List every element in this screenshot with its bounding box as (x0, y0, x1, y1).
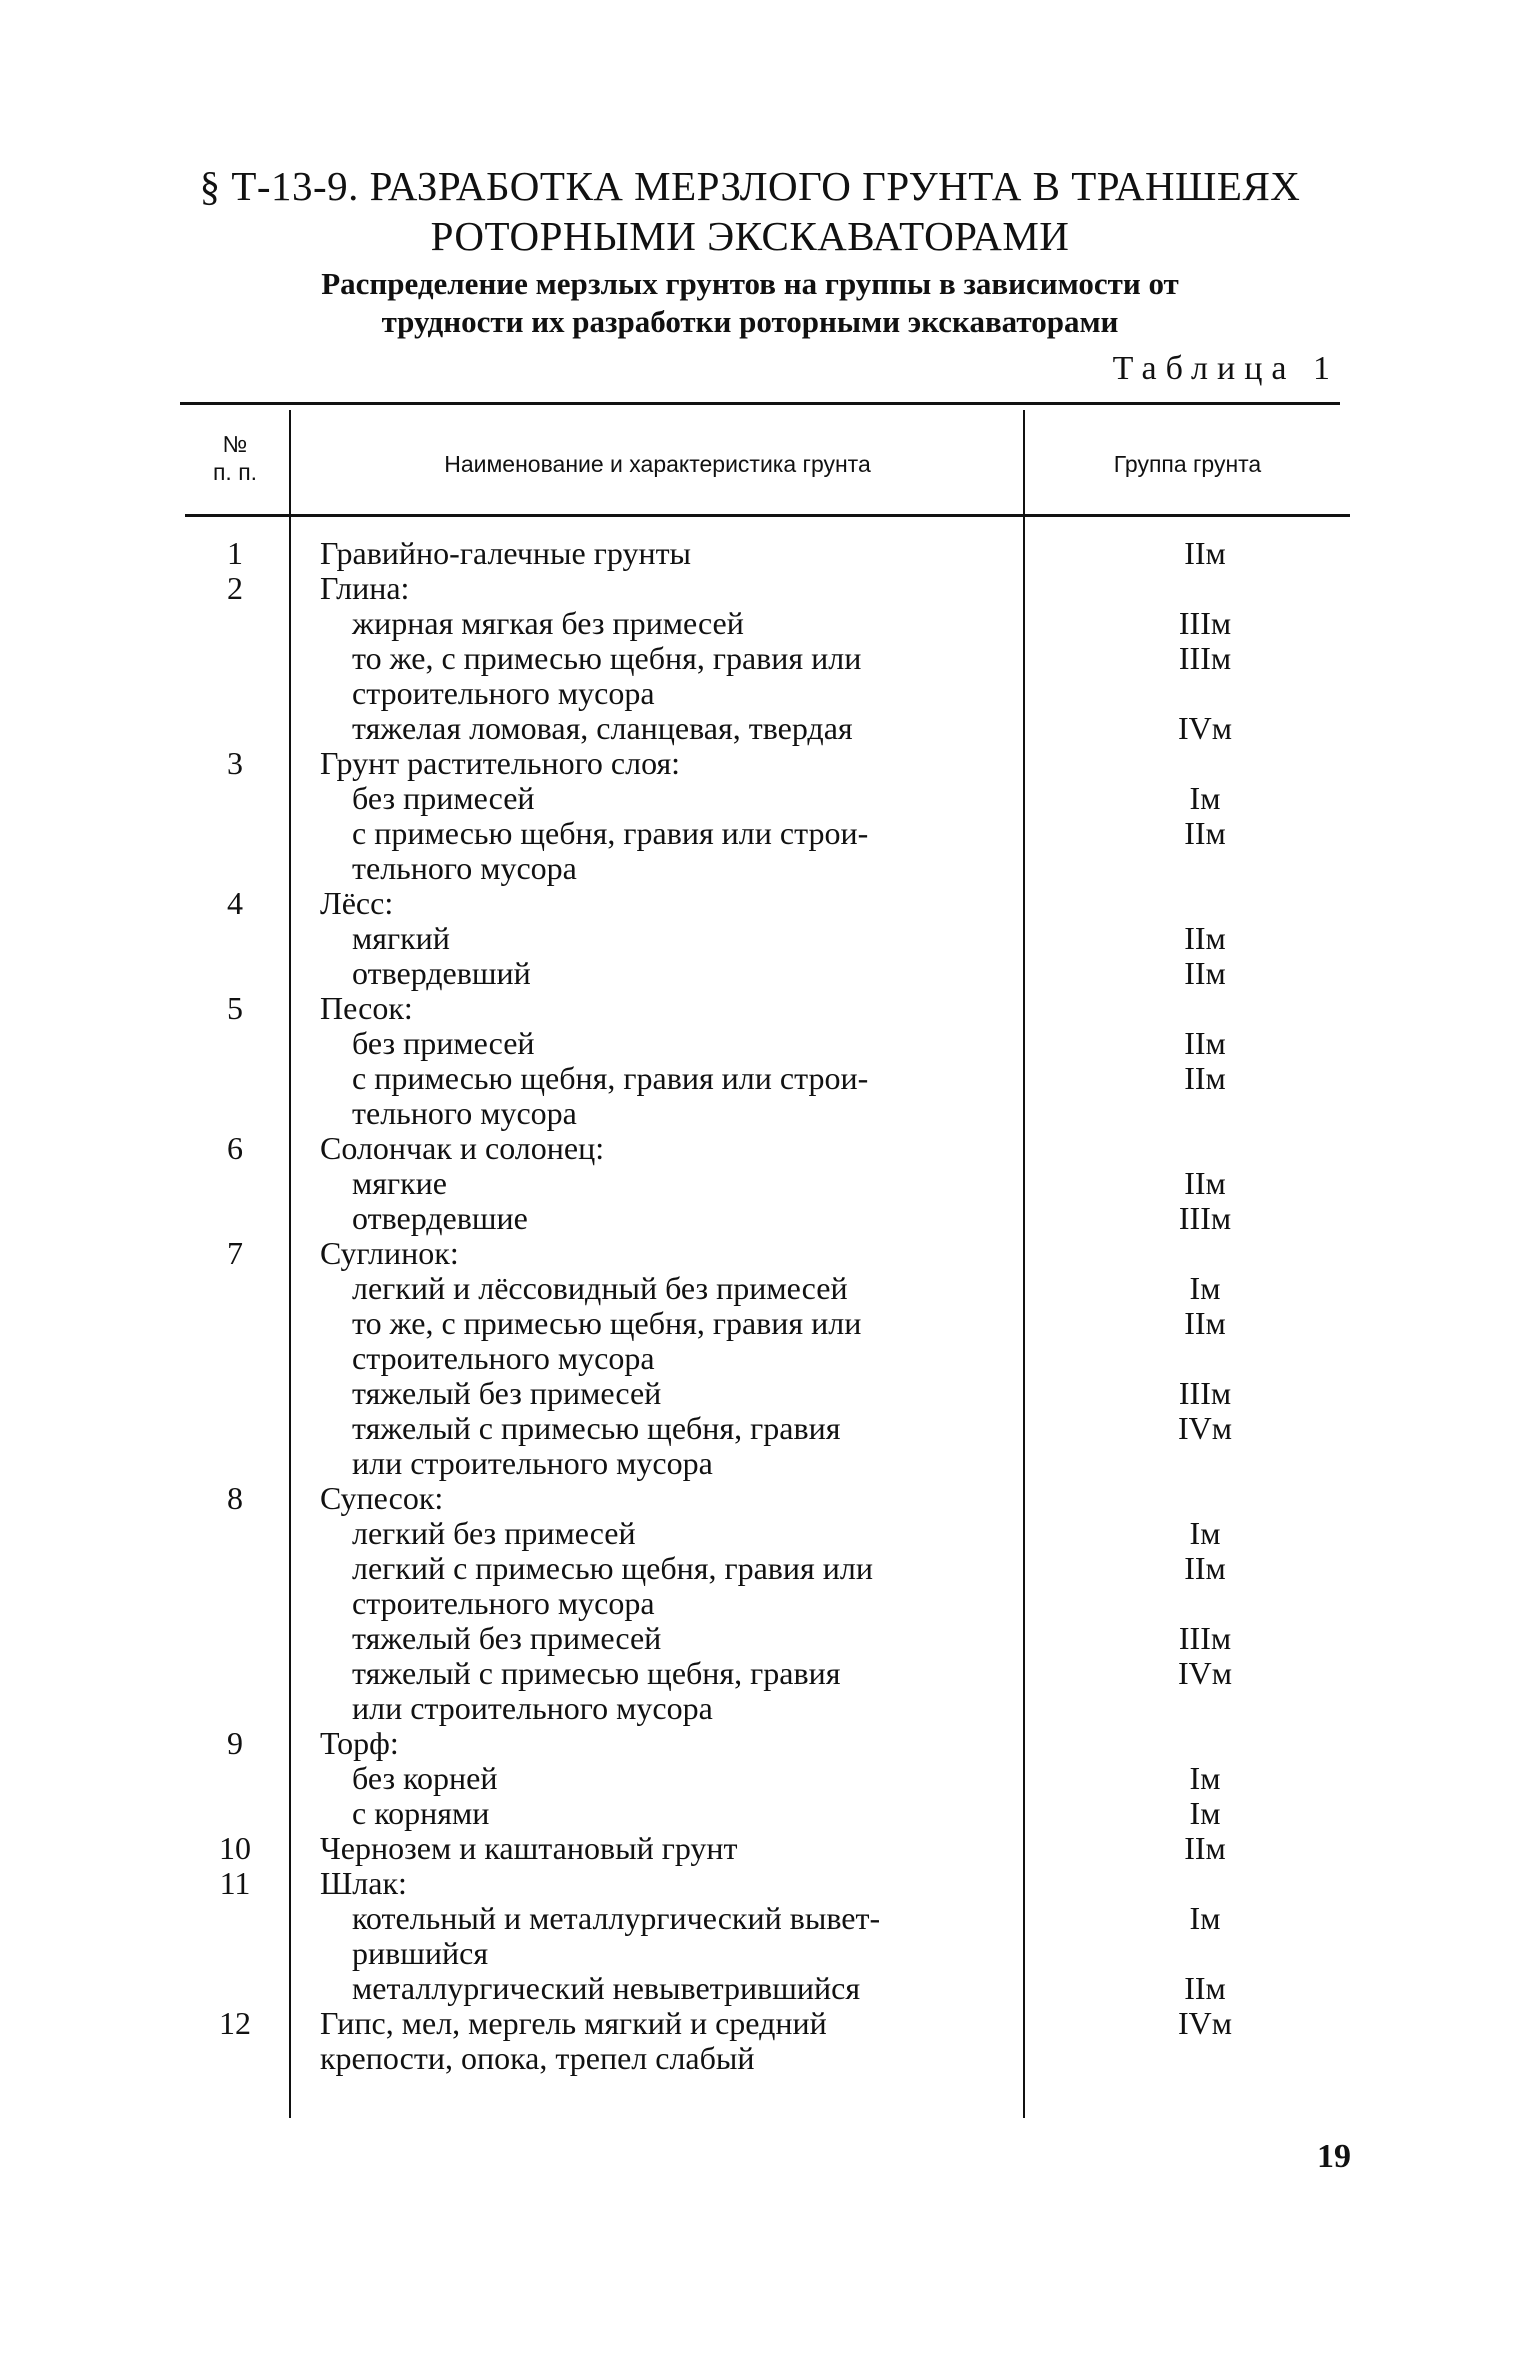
soil-name: тельного мусора (352, 1095, 577, 1131)
table-row (180, 1761, 1340, 1796)
table-row (180, 1936, 1340, 1971)
table-row (180, 1586, 1340, 1621)
table-row (180, 2041, 1340, 2076)
header-soil-name: Наименование и характеристика грунта (444, 451, 871, 477)
soil-group: Iм (1189, 1515, 1221, 1551)
table-row (180, 956, 1340, 991)
table-row (180, 1551, 1340, 1586)
table-row (180, 1656, 1340, 1691)
table-row (180, 676, 1340, 711)
table-body (180, 536, 1340, 2076)
soil-name: без корней (352, 1760, 498, 1796)
soil-group: Iм (1189, 1270, 1221, 1306)
section-title: § Т-13-9. РАЗРАБОТКА МЕРЗЛОГО ГРУНТА В ТРАНШЕЯХ (199, 163, 1301, 209)
soil-name: с примесью щебня, гравия или строи- (352, 815, 869, 851)
soil-group: IIм (1184, 1550, 1226, 1586)
soil-name: Солончак и солонец: (320, 1130, 605, 1166)
soil-group: Iм (1189, 1795, 1221, 1831)
soil-group: IIм (1184, 535, 1226, 571)
soil-group: Iм (1189, 1760, 1221, 1796)
soil-name: без примесей (352, 1025, 535, 1061)
row-number: 6 (227, 1130, 243, 1166)
soil-name: или строительного мусора (352, 1690, 713, 1726)
header-number-abbrev: п. п. (212, 459, 258, 485)
soil-name: крепости, опока, трепел слабый (320, 2040, 755, 2076)
table-row (180, 1026, 1340, 1061)
row-number: 3 (227, 745, 243, 781)
soil-name: Суглинок: (320, 1235, 459, 1271)
soil-group: Iм (1189, 1900, 1221, 1936)
soil-name: то же, с примесью щебня, гравия или (352, 640, 862, 676)
table-row (180, 1306, 1340, 1341)
soil-group: IIIм (1178, 1375, 1232, 1411)
soil-group: IIIм (1178, 605, 1232, 641)
header-number (185, 430, 285, 486)
soil-group: IIм (1184, 1305, 1226, 1341)
table-row (180, 1621, 1340, 1656)
table-row (180, 1446, 1340, 1481)
table-row (180, 536, 1340, 571)
soil-name: легкий с примесью щебня, гравия или (352, 1550, 873, 1586)
soil-group: IIм (1184, 1165, 1226, 1201)
row-number: 2 (227, 570, 243, 606)
table-top-rule (180, 402, 1340, 405)
table-row (180, 1971, 1340, 2006)
table-row (180, 1201, 1340, 1236)
soil-group: IIIм (1178, 640, 1232, 676)
table-row (180, 816, 1340, 851)
table-row (180, 606, 1340, 641)
soil-name: Грунт растительного слоя: (320, 745, 681, 781)
soil-name: металлургический невыветрившийся (352, 1970, 861, 2006)
soil-name: легкий и лёссовидный без примесей (352, 1270, 848, 1306)
row-number: 9 (227, 1725, 243, 1761)
soil-group: IIм (1184, 1830, 1226, 1866)
soil-name: Гипс, мел, мергель мягкий и средний (320, 2005, 827, 2041)
soil-name: строительного мусора (352, 675, 655, 711)
soil-name: тяжелый с примесью щебня, гравия (352, 1410, 841, 1446)
soil-name: рившийся (352, 1935, 489, 1971)
row-number: 7 (227, 1235, 243, 1271)
table-row (180, 851, 1340, 886)
row-number: 4 (227, 885, 243, 921)
table-caption-continuation: трудности их разработки роторными экскаваторами (381, 304, 1119, 339)
table-row (180, 921, 1340, 956)
soil-name: Гравийно-галечные грунты (320, 535, 692, 571)
soil-group: IIIм (1178, 1620, 1232, 1656)
table-row (180, 1166, 1340, 1201)
soil-group: IVм (1177, 1410, 1232, 1446)
table-row (180, 1481, 1340, 1516)
table-row (180, 1341, 1340, 1376)
soil-group: IIIм (1178, 1200, 1232, 1236)
section-title-continuation: РОТОРНЫМИ ЭКСКАВАТОРАМИ (430, 213, 1070, 259)
table-row (180, 746, 1340, 781)
table-row (180, 1901, 1340, 1936)
soil-name: Лёсс: (320, 885, 394, 921)
header-soil-group: Группа грунта (1113, 451, 1262, 477)
table-row (180, 886, 1340, 921)
soil-name: Торф: (320, 1725, 399, 1761)
soil-name: Глина: (320, 570, 410, 606)
table-row (180, 1096, 1340, 1131)
row-number: 12 (219, 2005, 251, 2041)
table-row (180, 1131, 1340, 1166)
soil-name: тяжелый с примесью щебня, гравия (352, 1655, 841, 1691)
table-caption: Распределение мерзлых грунтов на группы в зависимости от (321, 266, 1179, 301)
soil-name: отвердевшие (352, 1200, 528, 1236)
soil-group: IIм (1184, 1025, 1226, 1061)
soil-name: или строительного мусора (352, 1445, 713, 1481)
header-bottom-rule (185, 514, 1350, 517)
row-number: 10 (219, 1830, 251, 1866)
soil-group: Iм (1189, 780, 1221, 816)
soil-name: котельный и металлургический вывет- (352, 1900, 881, 1936)
soil-name: строительного мусора (352, 1340, 655, 1376)
soil-group: IIм (1184, 815, 1226, 851)
soil-name: то же, с примесью щебня, гравия или (352, 1305, 862, 1341)
soil-group: IIм (1184, 1060, 1226, 1096)
table-row (180, 711, 1340, 746)
soil-name: без примесей (352, 780, 535, 816)
soil-name: Чернозем и каштановый грунт (320, 1830, 738, 1866)
soil-name: тяжелый без примесей (352, 1620, 662, 1656)
soil-name: тельного мусора (352, 850, 577, 886)
table-row (180, 1726, 1340, 1761)
soil-name: строительного мусора (352, 1585, 655, 1621)
soil-group: IIм (1184, 920, 1226, 956)
row-number: 8 (227, 1480, 243, 1516)
table-row (180, 1796, 1340, 1831)
soil-group: IVм (1177, 710, 1232, 746)
soil-name: с примесью щебня, гравия или строи- (352, 1060, 869, 1096)
soil-group: IIм (1184, 1970, 1226, 2006)
row-number: 1 (227, 535, 243, 571)
soil-name: жирная мягкая без примесей (352, 605, 744, 641)
soil-name: Песок: (320, 990, 413, 1026)
header-number-sign: № (222, 431, 248, 457)
table-row (180, 641, 1340, 676)
table-row (180, 1691, 1340, 1726)
table-row (180, 1516, 1340, 1551)
row-number: 11 (219, 1865, 251, 1901)
row-number: 5 (227, 990, 243, 1026)
table-row (180, 1376, 1340, 1411)
soil-name: тяжелый без примесей (352, 1375, 662, 1411)
soil-name: легкий без примесей (352, 1515, 636, 1551)
table-row (180, 1061, 1340, 1096)
soil-name: тяжелая ломовая, сланцевая, твердая (352, 710, 853, 746)
page-number: 19 (1317, 2138, 1351, 2175)
soil-group: IVм (1177, 1655, 1232, 1691)
table-row (180, 1236, 1340, 1271)
soil-name: с корнями (352, 1795, 490, 1831)
table-row (180, 991, 1340, 1026)
table-row (180, 1271, 1340, 1306)
table-row (180, 2006, 1340, 2041)
soil-name: Супесок: (320, 1480, 444, 1516)
table-row (180, 781, 1340, 816)
soil-group: IVм (1177, 2005, 1232, 2041)
table-row (180, 1831, 1340, 1866)
table-row (180, 1866, 1340, 1901)
table-label: Таблица 1 (1112, 350, 1339, 387)
soil-group: IIм (1184, 955, 1226, 991)
soil-name: мягкие (352, 1165, 447, 1201)
table-row (180, 571, 1340, 606)
soil-name: Шлак: (320, 1865, 407, 1901)
soil-name: мягкий (352, 920, 450, 956)
soil-name: отвердевший (352, 955, 531, 991)
table-row (180, 1411, 1340, 1446)
